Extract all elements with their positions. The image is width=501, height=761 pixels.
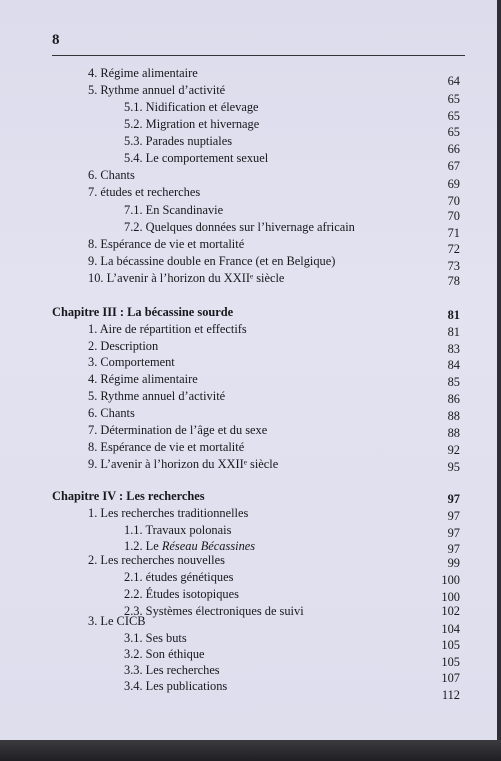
toc-entry-page: 102: [441, 604, 460, 618]
toc-entry-title: 5.4. Le comportement sexuel: [124, 151, 269, 165]
toc-entry-page: 83: [447, 342, 460, 356]
toc-entry: [0, 585, 497, 603]
toc-entry-page: 70: [447, 209, 460, 223]
toc-entry-title: 3.3. Les recherches: [124, 663, 220, 677]
toc-entry-page: 99: [447, 556, 460, 570]
toc-entry-title: 7. Détermination de l’âge et du sexe: [88, 423, 268, 437]
toc-entry-title: 4. Régime alimentaire: [88, 372, 198, 386]
toc-entry-title: 7.2. Quelques données sur l’hivernage africain: [124, 220, 355, 234]
toc-entry-page: 65: [447, 109, 460, 123]
toc-entry-title: 1. Aire de répartition et effectifs: [88, 322, 247, 336]
toc-entry-page: 78: [447, 274, 460, 288]
toc-entry: [0, 183, 497, 208]
toc-entry-page: 107: [441, 671, 460, 685]
chapter-page: 97: [447, 492, 460, 506]
toc-entry-title: 9. L’avenir à l’horizon du XXIIᵉ siècle: [88, 457, 279, 471]
toc-entry: [0, 132, 497, 156]
toc-entry-title: 4. Régime alimentaire: [88, 66, 198, 80]
toc-entry-title: 5. Rythme annuel d’activité: [88, 389, 226, 403]
toc-entry: [0, 218, 497, 240]
page-number: 8: [52, 32, 60, 48]
toc-entry-page: 70: [447, 194, 460, 208]
toc-entry-page: 100: [441, 573, 460, 587]
toc-entry: [0, 421, 497, 439]
toc-entry: [0, 370, 497, 388]
toc-entry-title: 1. Les recherches traditionnelles: [88, 506, 249, 520]
toc-entry: [0, 98, 497, 123]
toc-entry: [0, 353, 497, 371]
toc-entry-title: 5.3. Parades nuptiales: [124, 134, 233, 148]
toc-entry-page: 92: [447, 443, 460, 457]
toc-entry-page: 95: [447, 460, 460, 474]
toc-entry-page: 84: [447, 358, 460, 372]
toc-entry-title: 8. Espérance de vie et mortalité: [88, 237, 245, 251]
toc-entry-title: 2. Les recherches nouvelles: [88, 553, 225, 567]
toc-entry: [0, 64, 497, 88]
toc-entry-page: 97: [447, 542, 460, 556]
toc-entry-page: 65: [447, 125, 460, 139]
toc-entry: [0, 404, 497, 422]
chapter-title: Chapitre IV : Les recherches: [52, 489, 205, 503]
toc-entry-title: 2.1. études génétiques: [124, 570, 234, 584]
toc-entry-page: 97: [447, 509, 460, 523]
toc-entry-title: 3.4. Les publications: [124, 679, 228, 693]
toc-entry: [0, 455, 497, 473]
background-surface: [0, 740, 501, 761]
toc-entry-page: 104: [441, 622, 460, 636]
toc-entry-title: 8. Espérance de vie et mortalité: [88, 440, 245, 454]
toc-entry: [0, 320, 497, 338]
toc-chapter-heading: [0, 487, 497, 505]
toc-entry-page: 64: [447, 74, 460, 88]
toc-entry-title: 2.3. Systèmes électroniques de suivi: [124, 604, 304, 618]
toc-entry-page: 88: [447, 409, 460, 423]
toc-entry-page: 88: [447, 426, 460, 440]
toc-entry-page: 112: [441, 688, 460, 702]
toc-entry: [0, 252, 497, 273]
toc-entry: [0, 677, 497, 702]
toc-entry: [0, 235, 497, 256]
toc-entry-page: 69: [447, 177, 460, 191]
toc-entry-page: 105: [441, 655, 460, 669]
toc-entry-title: 7. études et recherches: [88, 185, 201, 199]
toc-entry-title: 5.2. Migration et hivernage: [124, 117, 260, 131]
toc-entry-page: 81: [447, 325, 460, 339]
toc-entry-title: 3.1. Ses buts: [124, 631, 187, 645]
toc-entry-page: 66: [447, 142, 460, 156]
toc-entry-page: 65: [447, 92, 460, 106]
entry-italic-title: Réseau Bécassines: [161, 539, 256, 553]
toc-entry: [0, 115, 497, 139]
toc-entry-page: 67: [447, 159, 460, 173]
toc-entry-title: 5. Rythme annuel d’activité: [88, 83, 226, 97]
toc-entry: [0, 166, 497, 191]
toc-entry: [0, 551, 497, 569]
toc-chapter-heading: [0, 303, 497, 321]
toc-entry-page: 85: [447, 375, 460, 389]
toc-entry-title: 6. Chants: [88, 406, 135, 420]
toc-entry: [0, 269, 497, 287]
toc-entry: [0, 568, 497, 586]
toc-entry-page: 72: [447, 242, 460, 256]
toc-entry-title: 3. Le CICB: [88, 614, 146, 628]
toc-entry-title: 9. La bécassine double en France (et en Belgique): [88, 254, 336, 268]
toc-entry: [0, 387, 497, 405]
toc-entry-title: 5.1. Nidification et élevage: [124, 100, 259, 114]
toc-entry: [0, 504, 497, 522]
toc-entry-title: 2. Description: [88, 339, 159, 353]
toc-entry-title: 3.2. Son éthique: [124, 647, 205, 661]
toc-entry-page: 97: [447, 526, 460, 540]
toc-entry-page: 73: [447, 259, 460, 273]
toc-entry-page: 105: [441, 638, 460, 652]
toc-entry: [0, 81, 497, 106]
toc-entry-title: 3. Comportement: [88, 355, 175, 369]
toc-entry-title: 2.2. Études isotopiques: [124, 587, 239, 601]
toc-entry-page: 71: [447, 226, 460, 240]
chapter-title: Chapitre III : La bécassine sourde: [52, 305, 234, 319]
toc-entry-title: 1.1. Travaux polonais: [124, 523, 232, 537]
toc-entry: [0, 201, 497, 223]
chapter-page: 81: [447, 308, 460, 322]
toc-entry: [0, 612, 497, 636]
toc-entry-title: 7.1. En Scandinavie: [124, 203, 224, 217]
toc-entry-title: 6. Chants: [88, 168, 135, 182]
toc-entry: [0, 149, 497, 173]
toc-entry-page: 86: [447, 392, 460, 406]
toc-entry: [0, 438, 497, 456]
toc-entry-page: 100: [441, 590, 460, 604]
toc-entry-title: 10. L’avenir à l’horizon du XXIIᵉ siècle: [88, 271, 285, 285]
entry-prefix: 1.2. Le: [124, 539, 162, 553]
